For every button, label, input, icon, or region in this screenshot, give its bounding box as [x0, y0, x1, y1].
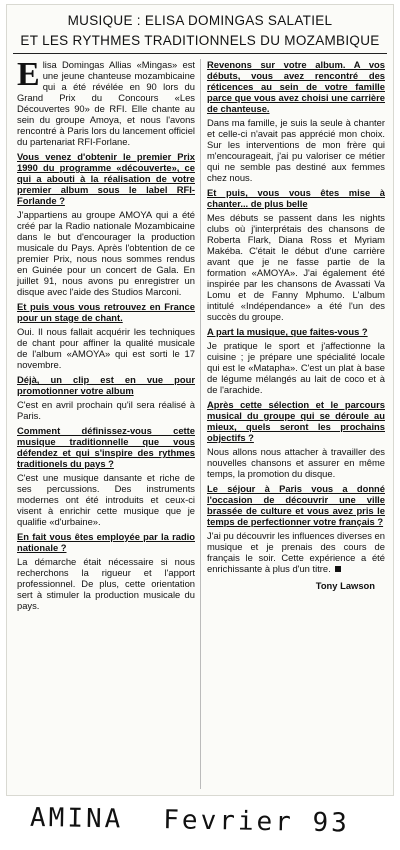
answer-1: J'appartiens au groupe AMOYA qui a été créé par la Radio nationale Mozambicaine dans le but d'encourager la production musicale du Pays. Après l'obtention de ce premier Prix, nous nous sommes rendus en Guinée pour un concert de Gala. En juillet 91, nous avons pu enregistrer un disque avec l'aide des Studios Marconi.: [17, 209, 195, 297]
answer-9: Nous allons nous attacher à travailler des nouvelles chansons et assurer en même temps, la promotion du disque.: [207, 446, 385, 479]
intro-text: lisa Domingas Allias «Mingas» est une jeune chanteuse mozambicaine qui a été révélée en 90 lors du Grand Prix du Concours «Les Découvertes 90» de RFI. Elle chante au sein du groupe Amoya, et nous l'avons rencontré à Paris lors du lancement officiel du partenariat RFI-Forlane.: [17, 59, 195, 147]
answer-5: La démarche était nécessaire si nous recherchons la rigueur et l'apport professionnel. De plus, cette orientation sert à stimuler la production musicale du pays.: [17, 556, 195, 611]
headline-rule: [13, 53, 387, 54]
question-4: Comment définissez-vous cette musique traditionnelle que vous défendez et qui s'inspire des rythmes traditionels du pays ?: [17, 425, 195, 469]
answer-3: C'est en avril prochain qu'il sera réalisé à Paris.: [17, 399, 195, 421]
headline-line-1: MUSIQUE : ELISA DOMINGAS SALATIEL: [67, 13, 333, 28]
question-5: En fait vous êtes employée par la radio nationale ?: [17, 531, 195, 553]
article-headline: [7, 11, 393, 51]
newspaper-clipping: [6, 4, 394, 796]
end-mark: [335, 566, 341, 572]
headline-line-2: ET LES RYTHMES TRADITIONNELS DU MOZAMBIQUE: [20, 33, 380, 48]
answer-7: Mes débuts se passent dans les nights clubs où j'interprétais des chansons de Roberta Flark, Diana Ross et Myriam Makéba. C'était le début d'une carrière avant que je ne fasse partie de la formation «AMOYA». J'ai également été inspirée par les chansons de Avassati Va Lomu et de Fanny Mphumo. L'album intitulé «Indépendance» a été l'un des succès du groupe.: [207, 212, 385, 322]
answer-4: C'est une musique dansante et riche de ses percussions. Des instruments modernes ont été introduits et ceux-ci visent à enrichir cette musique que je qualifie «d'urbaine».: [17, 472, 195, 527]
question-9: Après cette sélection et le parcours musical du groupe qui se déroule au mieux, quels seront les prochains objectifs ?: [207, 399, 385, 443]
handwritten-publication: AMINA: [29, 802, 124, 835]
right-column: [207, 59, 385, 591]
question-7: Et puis, vous vous êtes mise à chanter... de plus belle: [207, 187, 385, 209]
question-8: A part la musique, que faites-vous ?: [207, 326, 368, 337]
question-3: Déjà, un clip est en vue pour promotionner votre album: [17, 374, 195, 396]
byline: Tony Lawson: [315, 580, 375, 591]
question-10: Le séjour à Paris vous a donné l'occasion de découvrir une ville brassée de culture et vous avez pris le temps de perfectionner votre français ?: [207, 483, 385, 527]
question-2: Et puis vous vous retrouvez en France pour un stage de chant.: [17, 301, 195, 323]
handwritten-annotation: [30, 803, 390, 839]
intro-paragraph: [17, 56, 195, 147]
answer-2: Oui. Il nous fallait acquérir les techniques de chant pour affiner la qualité musicale de l'album «AMOYA» qui est sorti le 17 novembre.: [17, 326, 195, 370]
answer-10-text: J'ai pu découvrir les influences diverses en musique et je prenais des cours de français le soir. Cette expérience a été enrichissante à plus d'un titre.: [207, 530, 385, 574]
drop-cap: E: [17, 56, 40, 93]
left-column: [17, 56, 195, 614]
question-1: Vous venez d'obtenir le premier Prix 1990 du programme «découverte», ce qui a abouti à la réalisation de votre premier album sous le label RFI-Forlande ?: [17, 151, 195, 206]
answer-10: [207, 530, 385, 574]
answer-8: Je pratique le sport et j'affectionne la cuisine ; je prépare une spécialité locale qui est le «Matapha». C'est un plat à base de légume mélangés au lait de coco et à de l'arachide.: [207, 340, 385, 395]
answer-6: Dans ma famille, je suis la seule à chanter et celle-ci n'avait pas apprécié mon choix. Sur les interventions de mon frère qui m'encourageait, j'ai pu valoriser ce métier qui ne semble pas destiné aux femmes chez nous.: [207, 117, 385, 183]
column-divider: [200, 59, 201, 789]
question-6: Revenons sur votre album. A vos débuts, vous avez rencontré des réticences au sein de votre famille parce que vous avez choisi une carrière de chanteuse.: [207, 59, 385, 114]
handwritten-date: Fevrier 93: [163, 805, 351, 839]
